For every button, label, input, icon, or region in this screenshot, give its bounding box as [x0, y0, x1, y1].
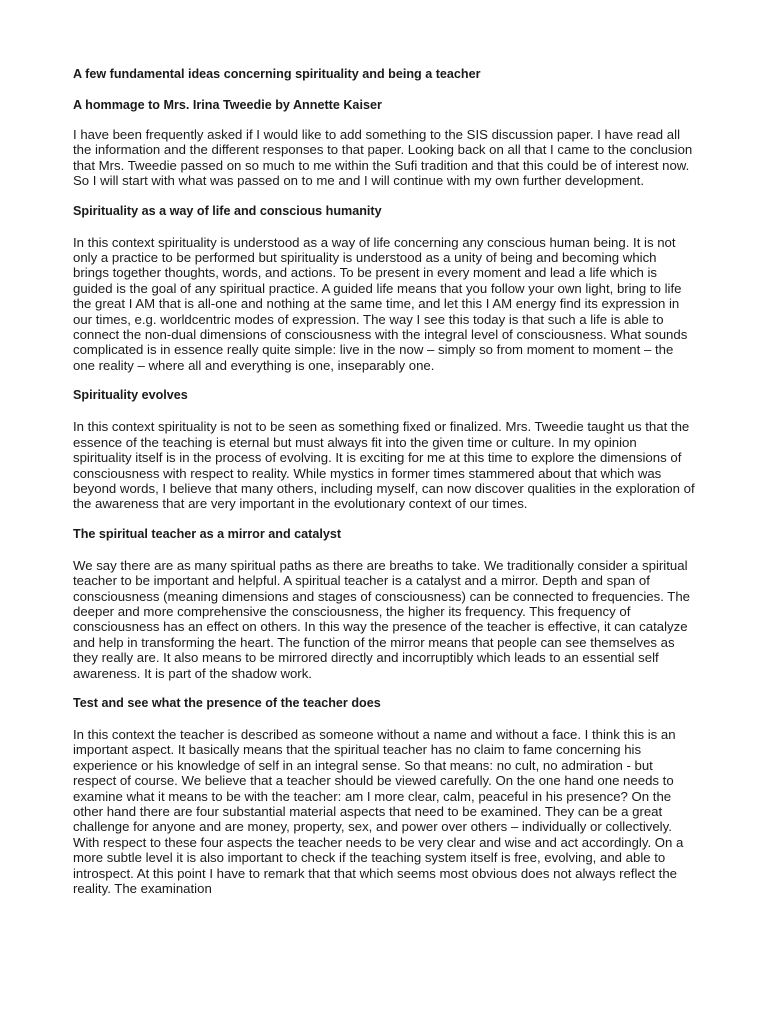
section-body-mirror-catalyst: We say there are as many spiritual paths as there are breaths to take. We traditionally consider a spiritual teacher to be important and helpful. A spiritual teacher is a catalyst and a mirror. Depth and span of consciousness (meaning dimensions and stages of consciousness) can be connected to frequencies. The deeper and more comprehensive the consciousness, the higher its frequency. This frequency of consciousness has an effect on others. In this way the presence of the teacher is effective, it can catalyze and help in transforming the heart. The function of the mirror means that people can see themselves as they really are. It also means to be mirrored directly and incorruptibly which leads to an essential self awareness. It is part of the shadow work.: [73, 557, 691, 681]
document-subtitle: A hommage to Mrs. Irina Tweedie by Annette Kaiser: [73, 98, 382, 112]
section-body-way-of-life: In this context spirituality is understood as a way of life concerning any conscious human being. It is not only a practice to be performed but spirituality is understood as a unity of being and becoming which brings together thoughts, words, and actions. To be present in every moment and lead a life which is guided is the goal of any spiritual practice. A guided life means that you follow your own light, bring to life the great I AM that is all-one and nothing at the same time, and let this I AM energy find its expression in our times, e.g. worldcentric modes of expression. The way I see this today is that such a life is able to connect the non-dual dimensions of consciousness with the integral level of consciousness. What sounds complicated is in essence really quite simple: live in the now – simply so from moment to moment – the one reality – where all and everything is one, inseparably one.: [73, 234, 688, 373]
document-title: A few fundamental ideas concerning spirituality and being a teacher: [73, 67, 481, 81]
section-body-test-and-see: In this context the teacher is described as someone without a name and without a face. I think this is an important aspect. It basically means that the spiritual teacher has no claim to fame concerning his experience or his knowledge of self in an integral sense. So that means: no cult, no admiration - but respect of course. We believe that a teacher should be viewed carefully. On the one hand one needs to examine what it means to be with the teacher: am I more clear, calm, peaceful in his presence? On the other hand there are four substantial material aspects that need to be examined. They can be a great challenge for anyone and are money, property, sex, and power over others – individually or collectively. With respect to these four aspects the teacher needs to be very clear and wise and act accordingly. On a more subtle level it is also important to check if the teaching system itself is free, evolving, and able to introspect. At this point I have to remark that that which seems most obvious does not always reflect the reality. The examination: [73, 726, 684, 897]
section-heading-mirror-catalyst: The spiritual teacher as a mirror and catalyst: [73, 526, 342, 541]
section-heading-way-of-life: Spirituality as a way of life and conscious humanity: [73, 203, 382, 218]
intro-paragraph: I have been frequently asked if I would like to add something to the SIS discussion paper. I have read all the information and the different responses to that paper. Looking back on all that I came to the conclusion that Mrs. Tweedie passed on so much to me within the Sufi tradition and that this could be of interest now. So I will start with what was passed on to me and I will continue with my own further development.: [73, 127, 693, 189]
section-heading-spirituality-evolves: Spirituality evolves: [73, 388, 188, 403]
document-content: [73, 66, 695, 910]
section-body-spirituality-evolves: In this context spirituality is not to be seen as something fixed or finalized. Mrs. Tweedie taught us that the essence of the teaching is eternal but must always fit into the given time or culture. In my opinion spirituality itself is in the process of evolving. It is exciting for me at this time to explore the dimensions of consciousness with respect to reality. While mystics in former times stammered about that which was beyond words, I believe that many others, including myself, can now discover qualities in the exploration of the awareness that are very important in the evolutionary context of our times.: [73, 419, 695, 512]
section-heading-test-and-see: Test and see what the presence of the teacher does: [73, 695, 381, 710]
